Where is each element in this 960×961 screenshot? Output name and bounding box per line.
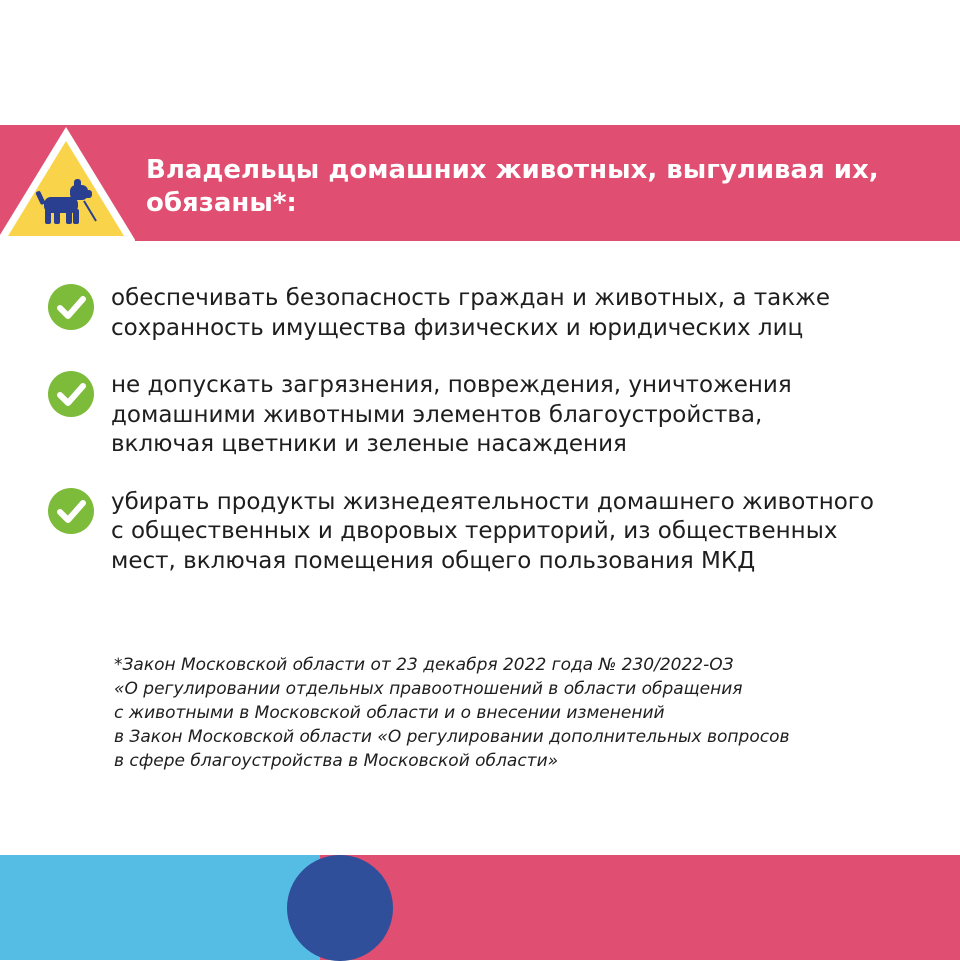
obligation-text: не допускать загрязнения, повреждения, уничтожения домашними животными элементов благоустройства, включая цветники и зеленые насаждения [111,372,792,457]
obligation-item [48,371,928,460]
obligation-item [48,488,928,577]
obligations-list [48,284,928,576]
obligation-text: обеспечивать безопасность граждан и животных, а также сохранность имущества физических и юридических лиц [111,285,831,341]
page-title: Владельцы домашних животных, выгуливая их, обязаны*: [146,155,879,218]
obligation-item [48,284,928,343]
dog-warning-sign-icon [0,125,135,241]
footer-pink-band [320,855,960,960]
law-footnote: *Закон Московской области от 23 декабря 2022 года № 230/2022-ОЗ «О регулировании отдельных правоотношений в области обращения с животными в Московской области и о внесении изменений в Закон Московской области «О регулировании дополнительных вопросов в сфере благоустройства в Московской области» [114,655,790,771]
check-icon [48,284,94,330]
footer-circle [287,855,393,961]
check-icon [48,371,94,417]
footer-blue-band [0,855,320,960]
check-icon [48,488,94,534]
obligation-text: убирать продукты жизнедеятельности домашнего животного с общественных и дворовых территорий, из общественных мест, включая помещения общего пользования МКД [111,488,874,574]
